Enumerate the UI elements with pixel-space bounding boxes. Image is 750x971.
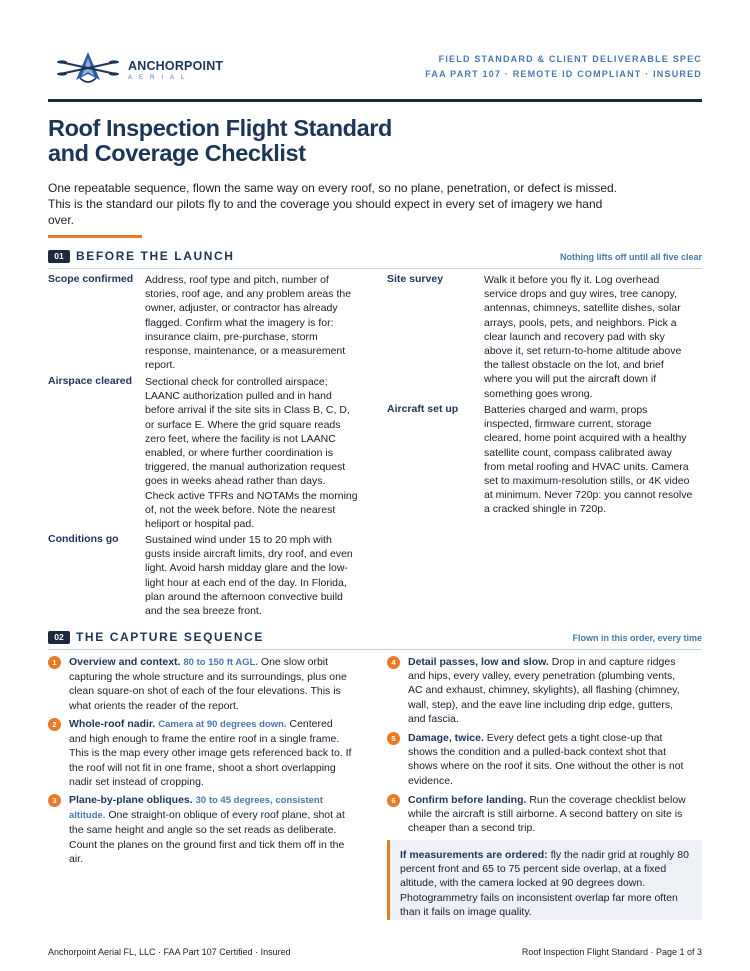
text-line: altitude, with the camera locked at 90 degrees down. (400, 877, 646, 890)
text-line: where you will put the aircraft down if (484, 373, 657, 386)
step-number-badge: 3 (48, 794, 61, 807)
company-logo (56, 48, 226, 90)
text-line: clear launch and recovery pad with sky (484, 330, 665, 343)
callout-text (400, 848, 698, 919)
text-line: while the aircraft is still airborne. A second battery on site is (408, 808, 683, 821)
text-line: plan around the afternoon convective build (145, 590, 343, 603)
checklist-item-label: Conditions go (48, 533, 119, 545)
text-line: Drop in and capture ridges (551, 656, 676, 668)
checklist-item-label: Aircraft set up (387, 403, 459, 415)
text-line: light hour at each end of the day. In Florida, (145, 576, 347, 589)
step-subtitle: 30 to 45 degrees, consistent (195, 795, 323, 806)
header-divider (48, 99, 702, 102)
text-line: report. (145, 359, 176, 372)
spec-line-1: FIELD STANDARD & CLIENT DELIVERABLE SPEC (438, 54, 702, 64)
text-line: what orients the reader of the report. (69, 699, 239, 712)
text-line: AC and exhaust, chimney, skylights), all flashing (chimney, (408, 684, 680, 697)
text-line: evidence. (408, 774, 453, 787)
step-text (69, 717, 351, 789)
step-number-badge: 1 (48, 656, 61, 669)
text-line: Batteries charged and warm, props (484, 404, 648, 416)
text-line: at minimum. Never 720p: you cannot resolve (484, 489, 693, 502)
text-line: gusts inside aircraft limits, dry roof, and even (145, 548, 353, 561)
text-line: Run the coverage checklist below (529, 794, 686, 806)
section-header-capture-sequence (48, 630, 702, 650)
section-number-badge: 02 (48, 631, 70, 644)
text-line: flagged. Confirm what the imagery is for: (145, 316, 334, 329)
checklist-item-text (145, 533, 353, 618)
text-line: Photogrammetry fails on inconsistent overlap far more often (400, 891, 678, 904)
section-title: BEFORE THE LAUNCH (76, 249, 235, 263)
text-line: percent front and 65 to 75 percent side overlap, at a fixed (400, 863, 667, 876)
checklist-item-label: Scope confirmed (48, 273, 134, 285)
text-line: and the sea breeze front. (145, 605, 262, 618)
text-line: fly the nadir grid at roughly 80 (550, 849, 689, 861)
text-line: shows the condition and a pulled-back context shot that (408, 746, 666, 759)
text-line: cheaper than a second trip. (408, 822, 536, 835)
section-note: Nothing lifts off until all five clear (559, 252, 702, 262)
checklist-item-text (145, 375, 358, 531)
step-number-badge: 6 (387, 794, 400, 807)
text-line: air. (69, 852, 84, 865)
brand-subtitle: AERIAL (128, 75, 192, 81)
text-line: inspected, firmware current, storage (484, 418, 652, 431)
text-line: Walk it before you fly it. Log overhead (484, 274, 660, 286)
text-line: satellite count, compass calibrated away (484, 446, 672, 459)
text-line: clean square-on shot of each of the four elevations. This is (69, 685, 341, 698)
text-line: Sectional check for controlled airspace; (145, 376, 328, 388)
text-line: antennas, chimneys, satellite dishes, solar (484, 302, 681, 315)
text-line: This is the map every other image gets referenced back to. If (69, 747, 352, 760)
text-line: from metal roofing and HVAC units. Camera (484, 460, 689, 473)
checklist-item-text (145, 273, 351, 372)
accent-divider (48, 235, 142, 238)
text-line: One straight-on oblique of every roof plane, shot at (108, 809, 345, 822)
checklist-item-text (484, 403, 692, 517)
text-line: Address, roof type and pitch, number of (145, 274, 329, 286)
text-line: Sustained wind under 15 to 20 mph with (145, 534, 332, 546)
text-line: and high enough to frame the entire roof in a single frame. (69, 733, 340, 746)
text-line: something goes wrong. (484, 387, 593, 400)
footer-company: Anchorpoint Aerial FL, LLC · FAA Part 107 Certified · Insured (48, 947, 291, 957)
text-line: arrays, pools, pets, and neighbors. Pick a (484, 316, 677, 329)
intro-line: over. (48, 213, 75, 227)
text-line: Centered (289, 718, 333, 730)
section-note: Flown in this order, every time (572, 633, 702, 643)
section-header-before-launch (48, 249, 702, 269)
step-title: Damage, twice. (408, 732, 484, 744)
text-line: than it fails on image quality. (400, 905, 532, 918)
text-line: goes in weeks ahead rather than days. (145, 475, 326, 488)
step-title: Detail passes, low and slow. (408, 656, 549, 668)
text-line: shows where on the roof it sits. One without the other is not (408, 760, 684, 773)
text-line: response, maintenance, or a measurement (145, 345, 346, 358)
text-line: insurance claim, pre-purchase, storm (145, 330, 318, 343)
step-title: Whole-roof nadir. (69, 718, 156, 730)
step-text (69, 793, 345, 866)
page-title-line-1: Roof Inspection Flight Standard (48, 115, 393, 141)
text-line: of, not the week before. Note the nearest (145, 503, 336, 516)
step-text (408, 731, 683, 788)
text-line: wall, step), and the eave line including drip edge, gutters, (408, 698, 673, 711)
text-line: zero feet, where the facility is not LAANC (145, 432, 336, 445)
text-line: triggered, the manual authorization request (145, 461, 346, 474)
step-text (408, 793, 686, 836)
spec-line-2: FAA PART 107 · REMOTE ID COMPLIANT · INSURED (425, 69, 702, 79)
text-line: Check active TFRs and NOTAMs the morning (145, 489, 358, 502)
text-line: set to maximum-resolution stills, or 4K video (484, 475, 690, 488)
callout-lead: If measurements are ordered: (400, 849, 548, 861)
intro-line: One repeatable sequence, flown the same way on every roof, so no plane, penetration, or defect is missed. (48, 181, 617, 195)
step-title: Confirm before landing. (408, 794, 527, 806)
step-number-badge: 4 (387, 656, 400, 669)
measurement-callout (387, 840, 702, 920)
text-line: above it, set return-to-home altitude above (484, 345, 682, 358)
text-line: nadir set instead of cropping. (69, 775, 204, 788)
step-number-badge: 5 (387, 732, 400, 745)
text-line: capturing the whole structure and its surroundings, plus one (69, 671, 347, 684)
text-line: and hips, every valley, every penetration (plumbing vents, (408, 670, 676, 683)
text-line: before arrival if the site sits in Class B, C, D, (145, 404, 350, 417)
step-text (69, 655, 347, 713)
step-text (408, 655, 680, 726)
checklist-item-label: Site survey (387, 273, 444, 285)
intro-paragraph (48, 180, 628, 228)
text-line: Count the planes on the ground first and tick them off in the (69, 838, 345, 851)
page-header (48, 44, 702, 102)
section-title: THE CAPTURE SEQUENCE (76, 630, 265, 644)
text-line: Every defect gets a tight close-up that (486, 732, 663, 744)
text-line: and fascia. (408, 712, 459, 725)
text-line: stories, roof age, and any problem areas the (145, 288, 352, 301)
text-line: owner, adjuster, or contractor has already (145, 302, 338, 315)
text-line: cleared, home point acquired with a healthy (484, 432, 687, 445)
text-line: a cracked shingle in 720p. (484, 503, 606, 516)
checklist-item-text (484, 273, 681, 401)
footer-page-info: Roof Inspection Flight Standard · Page 1 of 3 (521, 947, 702, 957)
step-title: Overview and context. (69, 656, 181, 668)
intro-line: This is the standard our pilots fly to and the coverage you should expect in every set of imagery we hand (48, 197, 603, 211)
step-title: Plane-by-plane obliques. (69, 794, 193, 806)
text-line: heliport or hospital pad. (145, 518, 255, 531)
text-line: service drops and guy wires, tree canopy, (484, 288, 677, 301)
step-number-badge: 2 (48, 718, 61, 731)
text-line: LAANC authorization pulled and in hand (145, 390, 332, 403)
section-number-badge: 01 (48, 250, 70, 263)
brand-name: ANCHORPOINT (128, 59, 224, 73)
text-line: enabled, or where further coordination is (145, 447, 333, 460)
drone-anchor-logo-icon (56, 48, 120, 88)
page-title-line-2: and Coverage Checklist (48, 140, 306, 166)
checklist-item-label: Airspace cleared (48, 375, 133, 387)
text-line: the tallest obstacle on the lot, and brief (484, 359, 664, 372)
text-line: the same height and angle so the set reads as deliberate. (69, 824, 337, 837)
step-subtitle: altitude. (69, 810, 106, 822)
text-line: light. Avoid harsh midday glare and the low- (145, 562, 348, 575)
text-line: the roof will not fit in one frame, shoot a short overlapping (69, 761, 336, 774)
text-line: One slow orbit (260, 656, 329, 668)
text-line: or surface E. Where the grid square reads (145, 418, 341, 431)
step-subtitle: 80 to 150 ft AGL. (183, 657, 258, 668)
step-subtitle: Camera at 90 degrees down. (158, 719, 287, 730)
page-title (48, 116, 608, 166)
